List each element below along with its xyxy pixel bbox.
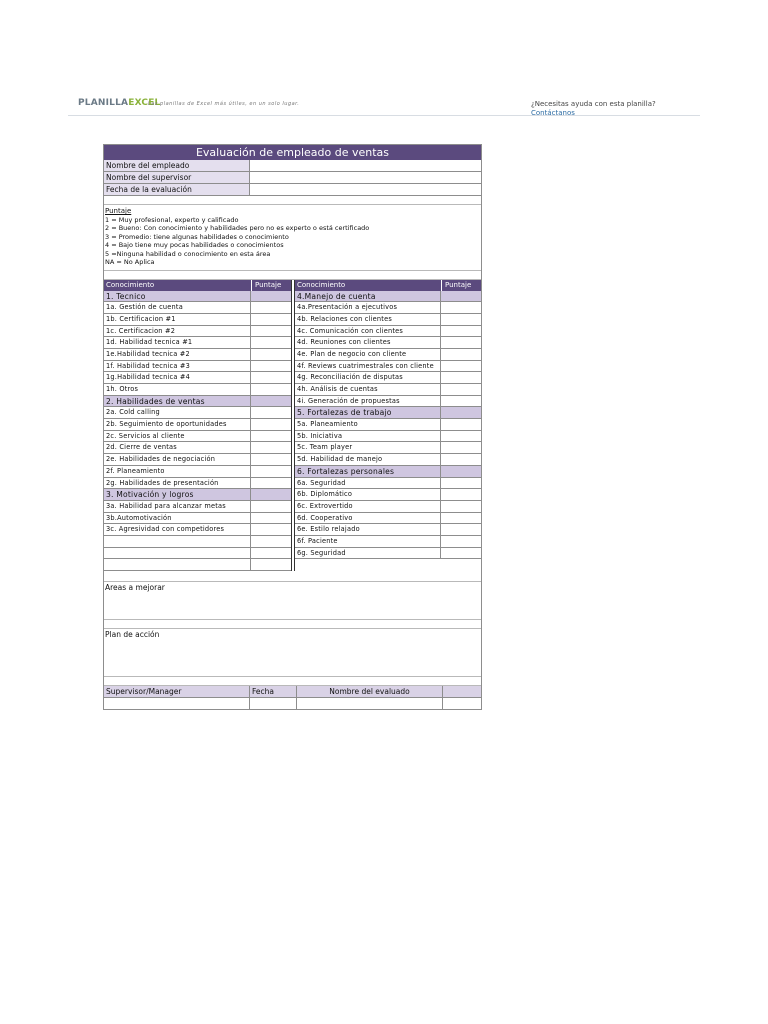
score-cell[interactable]: [250, 419, 291, 430]
score-cell[interactable]: [440, 513, 481, 524]
spacer: [104, 571, 481, 582]
section-row: [295, 407, 481, 419]
score-cell[interactable]: [250, 337, 291, 348]
score-cell[interactable]: [440, 466, 481, 477]
column-header-score: Puntaje: [251, 280, 291, 291]
skill-row: [104, 314, 291, 326]
section-title: 5. Fortalezas de trabajo: [297, 408, 392, 418]
skill-label: 3c. Agresividad con competidores: [106, 525, 225, 534]
score-cell[interactable]: [440, 419, 481, 430]
skill-row: [295, 337, 481, 349]
skill-label: 6a. Seguridad: [297, 478, 346, 487]
score-cell[interactable]: [440, 349, 481, 360]
skill-row: [295, 454, 481, 466]
skill-label: 6d. Cooperativo: [297, 513, 353, 522]
score-cell[interactable]: [440, 548, 481, 559]
evaluation-date-field[interactable]: [250, 184, 481, 195]
supervisor-name-field[interactable]: [250, 172, 481, 183]
skill-label: 2f. Planeamiento: [106, 466, 165, 475]
skill-label: 2b. Seguimiento de oportunidades: [106, 420, 227, 429]
column-header-score: Puntaje: [441, 280, 481, 291]
legend-title: Puntaje: [105, 207, 132, 215]
score-cell[interactable]: [250, 454, 291, 465]
skill-label: 1f. Habilidad tecnica #3: [106, 361, 190, 370]
skill-label: 1h. Otros: [106, 385, 139, 393]
score-cell[interactable]: [250, 489, 291, 500]
skill-row: [104, 361, 291, 373]
score-cell[interactable]: [440, 361, 481, 372]
score-cell[interactable]: [440, 454, 481, 465]
skill-label: 4g. Reconciliación de disputas: [297, 373, 403, 382]
spacer: [104, 620, 481, 629]
evaluated-name-label: Nombre del evaluado: [297, 686, 443, 697]
areas-to-improve-box[interactable]: [104, 582, 481, 620]
section-row: [295, 291, 481, 303]
skill-row: [295, 349, 481, 361]
skill-label: 3b.Automotivación: [106, 513, 172, 522]
legend-line: 4 = Bajo tiene muy pocas habilidades o conocimientos: [105, 241, 284, 249]
score-cell[interactable]: [440, 478, 481, 489]
skill-label: 1b. Certificacion #1: [106, 314, 176, 323]
legend-line: 3 = Promedio: tiene algunas habilidades o conocimiento: [105, 232, 289, 241]
skill-row: [104, 337, 291, 349]
supervisor-name-row: [104, 172, 481, 184]
skill-row: [104, 407, 291, 419]
skill-row: [104, 419, 291, 431]
employee-name-field[interactable]: [250, 160, 481, 171]
skill-row: [295, 384, 481, 396]
column-header-title: Conocimiento: [106, 280, 155, 289]
spacer: [104, 677, 481, 686]
skill-label: 2a. Cold calling: [106, 408, 160, 417]
signature-extra-field[interactable]: [443, 698, 481, 709]
skill-label: 5a. Planeamiento: [297, 420, 358, 429]
score-cell[interactable]: [440, 489, 481, 500]
score-cell[interactable]: [440, 326, 481, 337]
section-row: [104, 291, 291, 303]
section-title: 4.Manejo de cuenta: [297, 291, 376, 301]
skill-row: [104, 559, 291, 571]
legend-line: NA = No Aplica: [105, 258, 155, 266]
supervisor-signature-field[interactable]: [104, 698, 250, 709]
skill-row: [295, 513, 481, 525]
score-cell[interactable]: [250, 291, 291, 302]
section-title: 3. Motivación y logros: [106, 490, 194, 500]
brand-logo-part1: PLANILLA: [78, 98, 129, 108]
skill-label: 5b. Iniciativa: [297, 431, 343, 440]
skill-row: [104, 384, 291, 396]
score-cell[interactable]: [440, 384, 481, 395]
skill-label: [104, 548, 250, 559]
section-row: [295, 466, 481, 478]
supervisor-name-label: Nombre del supervisor: [104, 172, 250, 183]
score-cell[interactable]: [250, 524, 291, 535]
skill-row: [104, 302, 291, 314]
evaluation-date-row: [104, 184, 481, 196]
help-block: [531, 100, 656, 117]
score-cell[interactable]: [440, 314, 481, 325]
help-text: ¿Necesitas ayuda con esta planilla?: [531, 100, 656, 108]
skill-label: 1c. Certificacion #2: [106, 326, 176, 335]
spacer: [104, 196, 481, 205]
supervisor-label: Supervisor/Manager: [104, 686, 250, 697]
score-cell[interactable]: [440, 501, 481, 512]
areas-to-improve-label: Areas a mejorar: [105, 583, 165, 592]
skill-row: [104, 372, 291, 384]
skill-label: 3a. Habilidad para alcanzar metas: [106, 501, 226, 510]
skill-row: [104, 501, 291, 513]
score-cell[interactable]: [440, 442, 481, 453]
employee-name-label: Nombre del empleado: [104, 160, 250, 171]
skill-row: [295, 548, 481, 560]
score-cell[interactable]: [440, 431, 481, 442]
score-cell[interactable]: [250, 302, 291, 313]
score-cell[interactable]: [440, 396, 481, 407]
skill-row: [295, 419, 481, 431]
score-cell[interactable]: [440, 291, 481, 302]
skill-row: [104, 524, 291, 536]
evaluated-name-field[interactable]: [297, 698, 443, 709]
site-header: [68, 95, 700, 116]
skill-label: 4f. Reviews cuatrimestrales con cliente: [297, 361, 434, 370]
skill-label: 5c. Team player: [297, 443, 353, 452]
skill-row: [104, 349, 291, 361]
score-cell[interactable]: [250, 396, 291, 407]
score-cell[interactable]: [250, 314, 291, 325]
skills-left-column: [104, 280, 292, 572]
legend-line: 1 = Muy profesional, experto y calificado: [105, 215, 239, 224]
skill-row: [104, 431, 291, 443]
skill-row: [295, 361, 481, 373]
score-cell[interactable]: [440, 372, 481, 383]
right-column-header: [295, 280, 481, 291]
skill-row: [295, 442, 481, 454]
column-header-title: Conocimiento: [297, 280, 346, 289]
skill-label: 5d. Habilidad de manejo: [297, 455, 383, 464]
sheet-title: Evaluación de empleado de ventas: [104, 145, 481, 160]
signature-date-field[interactable]: [250, 698, 297, 709]
score-cell[interactable]: [250, 559, 291, 570]
section-title: 1. Tecnico: [106, 291, 146, 301]
left-rows: [104, 291, 291, 572]
skill-row: [295, 536, 481, 548]
section-row: [104, 489, 291, 501]
skill-label: 4e. Plan de negocio con cliente: [297, 349, 407, 358]
score-cell[interactable]: [250, 361, 291, 372]
score-cell[interactable]: [250, 536, 291, 547]
left-column-header: [104, 280, 291, 291]
skill-row: [104, 478, 291, 490]
score-cell[interactable]: [250, 326, 291, 337]
skill-label: 4c. Comunicación con clientes: [297, 326, 404, 335]
skill-label: 1g.Habilidad tecnica #4: [106, 373, 191, 382]
score-cell[interactable]: [250, 513, 291, 524]
score-cell[interactable]: [250, 407, 291, 418]
score-cell[interactable]: [440, 337, 481, 348]
brand-logo-part2: EXCEL: [128, 98, 161, 108]
score-cell[interactable]: [440, 407, 481, 418]
score-cell[interactable]: [250, 501, 291, 512]
skill-row: [104, 548, 291, 560]
skill-row: [295, 302, 481, 314]
employee-name-row: [104, 160, 481, 172]
section-row: [104, 396, 291, 408]
skill-label: [104, 536, 250, 547]
skill-label: 1d. Habilidad tecnica #1: [106, 338, 193, 347]
score-cell[interactable]: [250, 442, 291, 453]
score-cell[interactable]: [250, 372, 291, 383]
skill-label: [104, 559, 250, 570]
signature-header-blank: [443, 686, 481, 697]
skill-label: 6e. Estilo relajado: [297, 525, 360, 534]
skill-label: 6g. Seguridad: [297, 548, 346, 557]
legend-line: 2 = Bueno: Con conocimiento y habilidades pero no es experto o está certificado: [105, 224, 370, 232]
section-title: 2. Habilidades de ventas: [106, 396, 205, 406]
skill-label: 4a.Presentación a ejecutivos: [297, 303, 398, 312]
skills-columns: [104, 280, 481, 572]
skill-label: 1e.Habilidad tecnica #2: [106, 349, 190, 358]
skill-row: [295, 431, 481, 443]
skill-row: [295, 478, 481, 490]
score-cell[interactable]: [440, 302, 481, 313]
contact-link[interactable]: Contáctanos: [531, 108, 575, 117]
skills-right-column: [294, 280, 481, 572]
score-cell[interactable]: [250, 431, 291, 442]
skill-row: [295, 326, 481, 338]
score-cell[interactable]: [250, 548, 291, 559]
skill-row: [295, 524, 481, 536]
skill-label: 2c. Servicios al cliente: [106, 431, 185, 440]
skill-row: [104, 454, 291, 466]
skill-label: 6f. Paciente: [297, 536, 338, 545]
skill-label: 6c. Extrovertido: [297, 501, 353, 510]
date-label: Fecha: [250, 686, 297, 697]
skill-label: 2g. Habilidades de presentación: [106, 478, 219, 487]
score-cell[interactable]: [440, 524, 481, 535]
score-cell[interactable]: [250, 349, 291, 360]
signature-header-row: [104, 686, 481, 698]
skill-row: [295, 396, 481, 408]
evaluation-date-label: Fecha de la evaluación: [104, 184, 250, 195]
score-legend: [104, 205, 481, 271]
spacer: [104, 271, 481, 280]
score-cell[interactable]: [250, 478, 291, 489]
skill-row: [295, 501, 481, 513]
skill-label: 6b. Diplomático: [297, 490, 353, 499]
skill-row: [295, 372, 481, 384]
section-title: 6. Fortalezas personales: [297, 466, 395, 476]
score-cell[interactable]: [250, 466, 291, 477]
skill-row: [104, 326, 291, 338]
score-cell[interactable]: [250, 384, 291, 395]
signature-input-row: [104, 698, 481, 710]
skill-label: 2d. Cierre de ventas: [106, 443, 177, 452]
skill-row: [104, 536, 291, 548]
right-rows: [295, 291, 481, 560]
skill-row: [295, 489, 481, 501]
skill-label: 1a. Gestión de cuenta: [106, 303, 183, 312]
tagline: Las planillas de Excel más útiles, en un solo lugar.: [148, 101, 300, 107]
skill-row: [104, 466, 291, 478]
skill-label: 4h. Análisis de cuentas: [297, 385, 378, 393]
skill-row: [104, 442, 291, 454]
skill-label: 4i. Generación de propuestas: [297, 396, 400, 405]
action-plan-box[interactable]: [104, 629, 481, 677]
action-plan-label: Plan de acción: [105, 630, 160, 639]
skill-label: 2e. Habilidades de negociación: [106, 455, 216, 464]
skill-label: 4d. Reuniones con clientes: [297, 338, 391, 347]
skill-row: [104, 513, 291, 525]
score-cell[interactable]: [440, 536, 481, 547]
legend-line: 5 =Ninguna habilidad o conocimiento en esta área: [105, 249, 271, 258]
evaluation-sheet: [103, 144, 482, 710]
skill-label: 4b. Relaciones con clientes: [297, 314, 392, 323]
skill-row: [295, 314, 481, 326]
